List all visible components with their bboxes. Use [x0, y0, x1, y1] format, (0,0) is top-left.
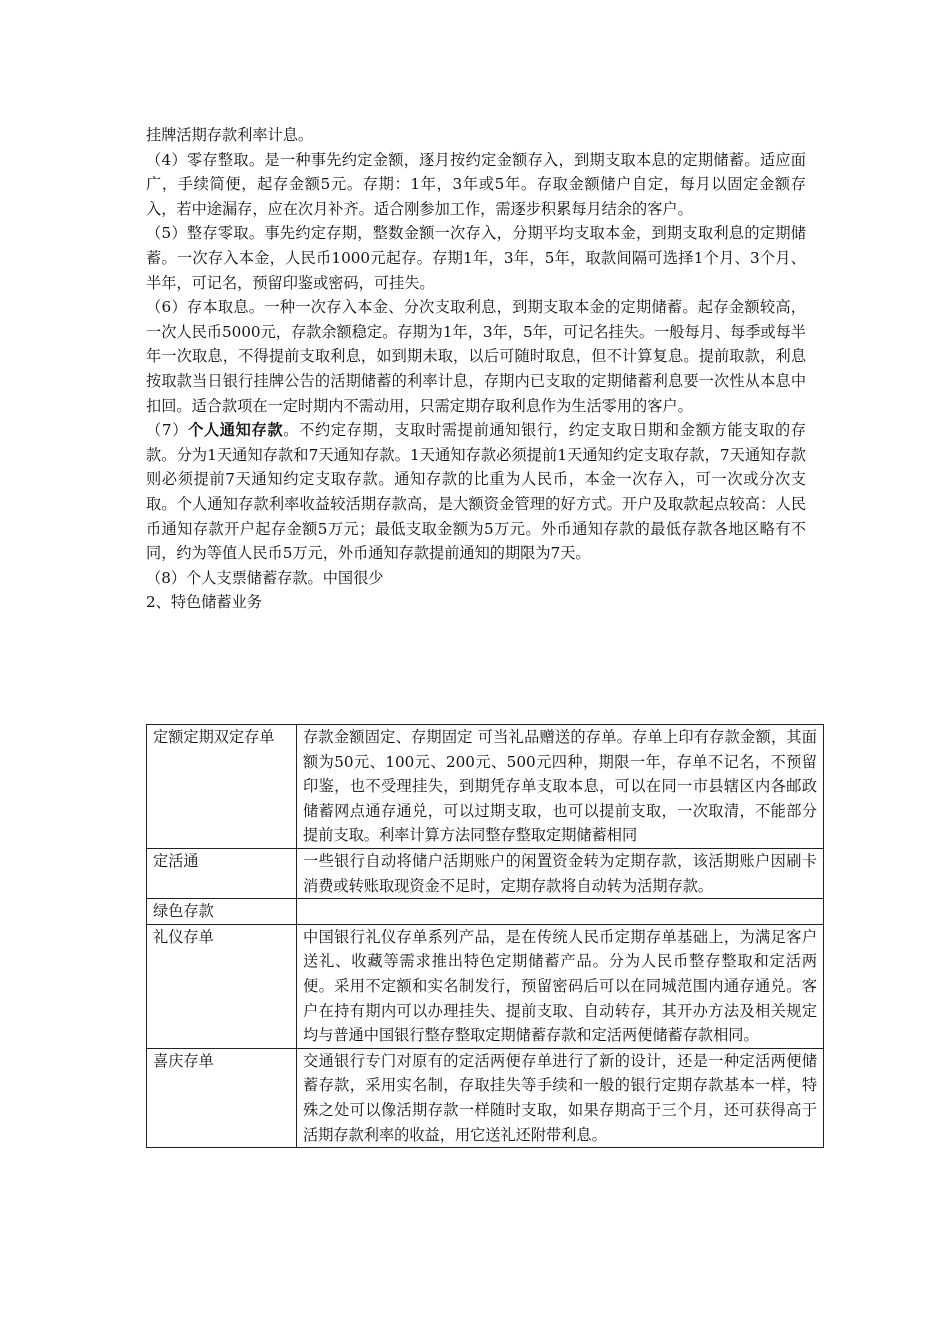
notice-prefix: （7）	[146, 421, 189, 440]
table-row	[147, 1048, 824, 1147]
table-row	[147, 848, 824, 898]
paragraph-interest-note: 挂牌活期存款利率计息。	[146, 126, 314, 144]
table-row	[147, 725, 824, 849]
product-name-cell: 绿色存款	[147, 899, 297, 925]
paragraph-cheque-savings: （8）个人支票储蓄存款。中国很少	[146, 568, 384, 587]
notice-title: 个人通知存款	[188, 421, 284, 440]
section-heading: 2、特色储蓄业务	[146, 593, 262, 612]
product-desc-cell: 存款金额固定、存期固定 可当礼品赠送的存单。存单上印有存款金额，其面额为50元、100元、200元、500元四种，期限一年，存单不记名，不预留印鉴，也不受理挂失，到期凭存单支取本息，可以在同一市县辖区内各邮政储蓄网点通存通兑，可以过期支取，也可以提前支取，一次取清，不能部分提前支取。利率计算方法同整存整取定期储蓄相同	[297, 725, 824, 849]
paragraph-lump-sum-installment: （4）零存整取。是一种事先约定金额，逐月按约定金额存入，到期支取本息的定期储蓄。适应面广，手续简便，起存金额5元。存期：1年，3年或5年。存取金额储户自定，每月以固定金额存入，若中途漏存，应在次月补齐。适合刚参加工作，需逐步积累每月结余的客户。	[146, 150, 806, 218]
body-text	[146, 123, 806, 615]
product-desc-cell	[297, 899, 824, 925]
paragraph-principal-interest: （6）存本取息。一种一次存入本金、分次支取利息，到期支取本金的定期储蓄。起存金额较高，一次人民币5000元，存款余额稳定。存期为1年，3年，5年，可记名挂失。一般每月、每季或每半年一次取息，不得提前支取利息，如到期未取，以后可随时取息，但不计算复息。提前取款，利息按取款当日银行挂牌公告的活期储蓄的利率计息，存期内已支取的定期储蓄利息要一次性从本息中扣回。适合款项在一定时期内不需动用，只需定期存取利息作为生活零用的客户。	[146, 298, 806, 415]
paragraph-notice-deposit	[146, 418, 806, 566]
product-desc-cell: 交通银行专门对原有的定活两便存单进行了新的设计，还是一种定活两便储蓄存款，采用实名制，存取挂失等手续和一般的银行定期存款基本一样，特殊之处可以像活期存款一样随时支取，如果存期高于三个月，还可获得高于活期存款利率的收益，用它送礼还附带利息。	[297, 1048, 824, 1147]
product-name-cell: 定活通	[147, 848, 297, 898]
table-row	[147, 899, 824, 925]
paragraph-lump-sum-withdrawal: （5）整存零取。事先约定存期，整数金额一次存入，分期平均支取本金，到期支取利息的定期储蓄。一次存入本金，人民币1000元起存。存期1年，3年，5年，取款间隔可选择1个月、3个月、半年，可记名，预留印鉴或密码，可挂失。	[146, 224, 806, 292]
product-desc-cell: 中国银行礼仪存单系列产品，是在传统人民币定期存单基础上，为满足客户送礼、收藏等需求推出特色定期储蓄产品。分为人民币整存整取和定活两便。采用不定额和实名制发行，预留密码后可以在同城范围内通存通兑。客户在持有期内可以办理挂失、提前支取、自动转存，其开办方法及相关规定均与普通中国银行整存整取定期储蓄存款和定活两便储蓄存款相同。	[297, 924, 824, 1048]
table-row	[147, 924, 824, 1048]
product-name-cell: 喜庆存单	[147, 1048, 297, 1147]
product-name-cell: 定额定期双定存单	[147, 725, 297, 849]
product-name-cell: 礼仪存单	[147, 924, 297, 1048]
product-desc-cell: 一些银行自动将储户活期账户的闲置资金转为定期存款，该活期账户因刷卡消费或转账取现资金不足时，定期存款将自动转为活期存款。	[297, 848, 824, 898]
special-savings-table	[146, 724, 824, 1148]
notice-body: 。不约定存期，支取时需提前通知银行，约定支取日期和金额方能支取的存款。分为1天通知存款和7天通知存款。1天通知存款必须提前1天通知约定支取存款，7天通知存款则必须提前7天通知约定支取存款。通知存款的比重为人民币，本金一次存入，可一次或分次支取。个人通知存款利率收益较活期存款高，是大额资金管理的好方式。开户及取款起点较高：人民币通知存款开户起存金额5万元；最低支取金额为5万元。外币通知存款的最低存款各地区略有不同，约为等值人民币5万元，外币通知存款提前通知的期限为7天。	[146, 421, 806, 563]
